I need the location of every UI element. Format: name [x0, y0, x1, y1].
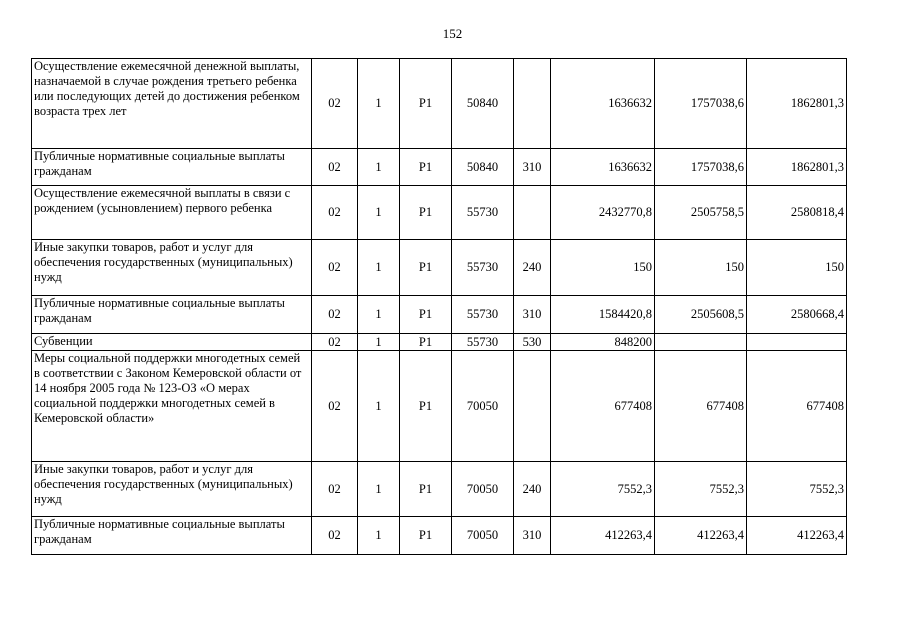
program-cell: Р1 — [400, 240, 452, 296]
subsection-cell: 1 — [358, 334, 400, 351]
type-cell: 240 — [514, 240, 551, 296]
type-cell: 530 — [514, 334, 551, 351]
value-2-cell: 1757038,6 — [655, 59, 747, 149]
row-name: Публичные нормативные социальные выплаты гражданам — [32, 517, 312, 555]
subsection-cell: 1 — [358, 296, 400, 334]
value-1-cell: 1636632 — [551, 149, 655, 186]
program-cell: Р1 — [400, 517, 452, 555]
code-cell: 55730 — [452, 240, 514, 296]
value-2-cell: 1757038,6 — [655, 149, 747, 186]
type-cell: 240 — [514, 462, 551, 517]
budget-table — [31, 58, 847, 555]
subsection-cell: 1 — [358, 462, 400, 517]
table-row — [32, 240, 847, 296]
section-cell: 02 — [312, 240, 358, 296]
value-2-cell — [655, 334, 747, 351]
row-name: Осуществление ежемесячной выплаты в связи с рождением (усыновлением) первого ребенка — [32, 186, 312, 240]
code-cell: 70050 — [452, 462, 514, 517]
type-cell: 310 — [514, 149, 551, 186]
value-3-cell: 150 — [747, 240, 847, 296]
section-cell: 02 — [312, 462, 358, 517]
table-row — [32, 462, 847, 517]
value-1-cell: 1636632 — [551, 59, 655, 149]
section-cell: 02 — [312, 186, 358, 240]
subsection-cell: 1 — [358, 351, 400, 462]
row-name: Публичные нормативные социальные выплаты гражданам — [32, 149, 312, 186]
value-3-cell: 2580668,4 — [747, 296, 847, 334]
row-name: Публичные нормативные социальные выплаты гражданам — [32, 296, 312, 334]
subsection-cell: 1 — [358, 149, 400, 186]
code-cell: 70050 — [452, 517, 514, 555]
value-1-cell: 677408 — [551, 351, 655, 462]
table-row — [32, 59, 847, 149]
section-cell: 02 — [312, 296, 358, 334]
type-cell: 310 — [514, 296, 551, 334]
table-row — [32, 517, 847, 555]
value-1-cell: 7552,3 — [551, 462, 655, 517]
value-1-cell: 1584420,8 — [551, 296, 655, 334]
type-cell: 310 — [514, 517, 551, 555]
value-3-cell: 677408 — [747, 351, 847, 462]
row-name: Меры социальной поддержки многодетных семей в соответствии с Законом Кемеровской области от 14 ноября 2005 года № 123-ОЗ «О мерах социальной поддержки многодетных семей в Кемеровской области» — [32, 351, 312, 462]
value-3-cell: 1862801,3 — [747, 149, 847, 186]
type-cell — [514, 59, 551, 149]
section-cell: 02 — [312, 517, 358, 555]
value-3-cell: 7552,3 — [747, 462, 847, 517]
row-name: Осуществление ежемесячной денежной выплаты, назначаемой в случае рождения третьего ребенка или последующих детей до достижения ребенком возраста трех лет — [32, 59, 312, 149]
value-3-cell: 1862801,3 — [747, 59, 847, 149]
table-row — [32, 149, 847, 186]
code-cell: 55730 — [452, 296, 514, 334]
section-cell: 02 — [312, 149, 358, 186]
program-cell: Р1 — [400, 149, 452, 186]
program-cell: Р1 — [400, 351, 452, 462]
value-1-cell: 150 — [551, 240, 655, 296]
table-row — [32, 186, 847, 240]
value-3-cell: 412263,4 — [747, 517, 847, 555]
value-1-cell: 2432770,8 — [551, 186, 655, 240]
type-cell — [514, 351, 551, 462]
value-2-cell: 150 — [655, 240, 747, 296]
section-cell: 02 — [312, 351, 358, 462]
program-cell: Р1 — [400, 462, 452, 517]
subsection-cell: 1 — [358, 517, 400, 555]
code-cell: 55730 — [452, 186, 514, 240]
section-cell: 02 — [312, 59, 358, 149]
page-number: 152 — [442, 26, 463, 41]
value-2-cell: 677408 — [655, 351, 747, 462]
subsection-cell: 1 — [358, 186, 400, 240]
value-3-cell: 2580818,4 — [747, 186, 847, 240]
value-3-cell — [747, 334, 847, 351]
value-2-cell: 7552,3 — [655, 462, 747, 517]
table-row — [32, 351, 847, 462]
value-1-cell: 412263,4 — [551, 517, 655, 555]
program-cell: Р1 — [400, 334, 452, 351]
program-cell: Р1 — [400, 296, 452, 334]
program-cell: Р1 — [400, 59, 452, 149]
program-cell: Р1 — [400, 186, 452, 240]
table-row — [32, 296, 847, 334]
code-cell: 55730 — [452, 334, 514, 351]
value-2-cell: 412263,4 — [655, 517, 747, 555]
code-cell: 50840 — [452, 149, 514, 186]
row-name: Иные закупки товаров, работ и услуг для обеспечения государственных (муниципальных) нужд — [32, 462, 312, 517]
value-2-cell: 2505758,5 — [655, 186, 747, 240]
table-row — [32, 334, 847, 351]
subsection-cell: 1 — [358, 59, 400, 149]
code-cell: 70050 — [452, 351, 514, 462]
row-name: Субвенции — [32, 334, 312, 351]
value-1-cell: 848200 — [551, 334, 655, 351]
subsection-cell: 1 — [358, 240, 400, 296]
type-cell — [514, 186, 551, 240]
value-2-cell: 2505608,5 — [655, 296, 747, 334]
section-cell: 02 — [312, 334, 358, 351]
code-cell: 50840 — [452, 59, 514, 149]
row-name: Иные закупки товаров, работ и услуг для обеспечения государственных (муниципальных) нужд — [32, 240, 312, 296]
